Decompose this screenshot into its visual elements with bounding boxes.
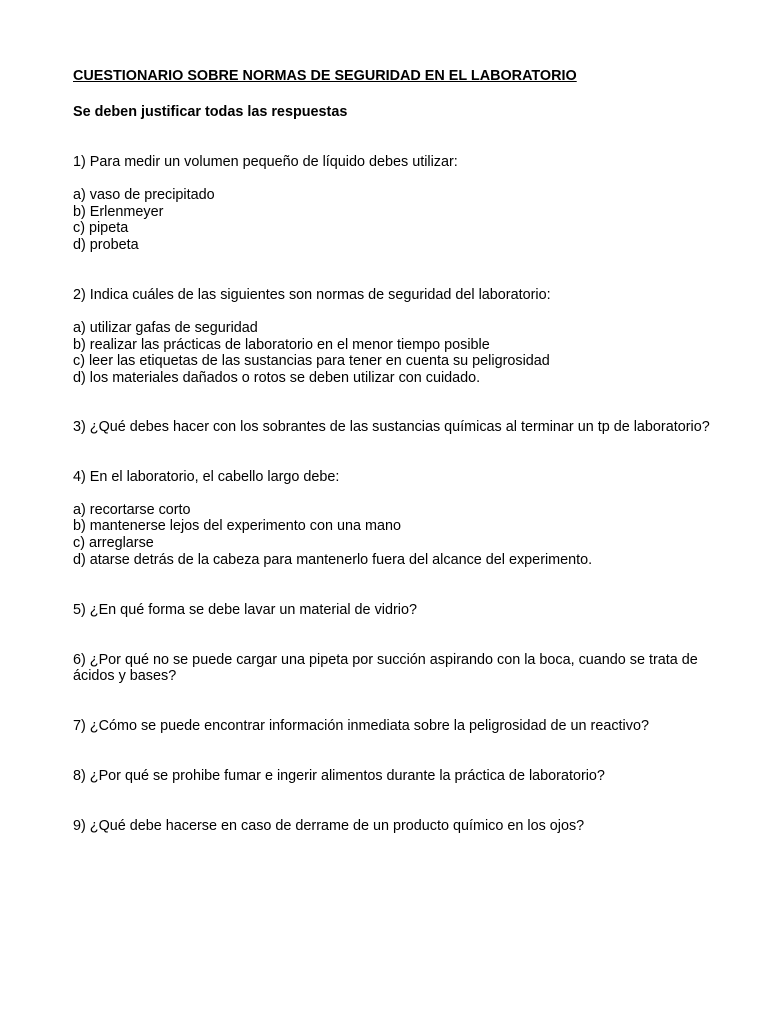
question-item [73, 154, 713, 254]
question-item [73, 419, 713, 436]
answer-options [73, 320, 713, 387]
question-list [73, 154, 713, 835]
question-item [73, 818, 713, 835]
question-text: 2) Indica cuáles de las siguientes son normas de seguridad del laboratorio: [73, 286, 551, 303]
question-text: 4) En el laboratorio, el cabello largo debe: [73, 468, 340, 485]
answer-option: d) los materiales dañados o rotos se deben utilizar con cuidado. [73, 370, 481, 387]
question-text: 8) ¿Por qué se prohibe fumar e ingerir alimentos durante la práctica de laboratorio? [73, 767, 605, 784]
answer-option: b) realizar las prácticas de laboratorio en el menor tiempo posible [73, 336, 490, 353]
question-item [73, 718, 713, 735]
question-item [73, 469, 713, 569]
question-item [73, 768, 713, 785]
question-text: 5) ¿En qué forma se debe lavar un material de vidrio? [73, 601, 417, 618]
document-subtitle: Se deben justificar todas las respuestas [73, 104, 348, 120]
question-text: 3) ¿Qué debes hacer con los sobrantes de las sustancias químicas al terminar un tp de laboratorio? [73, 418, 710, 435]
answer-options [73, 187, 713, 254]
answer-option: d) probeta [73, 237, 139, 254]
document-title: CUESTIONARIO SOBRE NORMAS DE SEGURIDAD EN EL LABORATORIO [73, 68, 577, 84]
answer-option: c) arreglarse [73, 535, 154, 552]
answer-option: b) mantenerse lejos del experimento con una mano [73, 518, 401, 535]
question-text: 1) Para medir un volumen pequeño de líquido debes utilizar: [73, 154, 458, 170]
question-item [73, 287, 713, 387]
answer-option: c) pipeta [73, 220, 129, 237]
answer-option: d) atarse detrás de la cabeza para mantenerlo fuera del alcance del experimento. [73, 551, 593, 568]
answer-option: c) leer las etiquetas de las sustancias para tener en cuenta su peligrosidad [73, 353, 550, 370]
question-item [73, 602, 713, 619]
answer-option: b) Erlenmeyer [73, 203, 164, 220]
document-page [73, 66, 713, 835]
answer-options [73, 502, 713, 569]
question-text: 9) ¿Qué debe hacerse en caso de derrame de un producto químico en los ojos? [73, 817, 585, 834]
answer-option: a) vaso de precipitado [73, 186, 215, 203]
question-item [73, 652, 713, 686]
question-text: 6) ¿Por qué no se puede cargar una pipeta por succión aspirando con la boca, cuando se trata de ácidos y bases? [73, 651, 698, 685]
answer-option: a) utilizar gafas de seguridad [73, 319, 258, 336]
answer-option: a) recortarse corto [73, 501, 191, 518]
question-text: 7) ¿Cómo se puede encontrar información inmediata sobre la peligrosidad de un reactivo? [73, 718, 649, 735]
